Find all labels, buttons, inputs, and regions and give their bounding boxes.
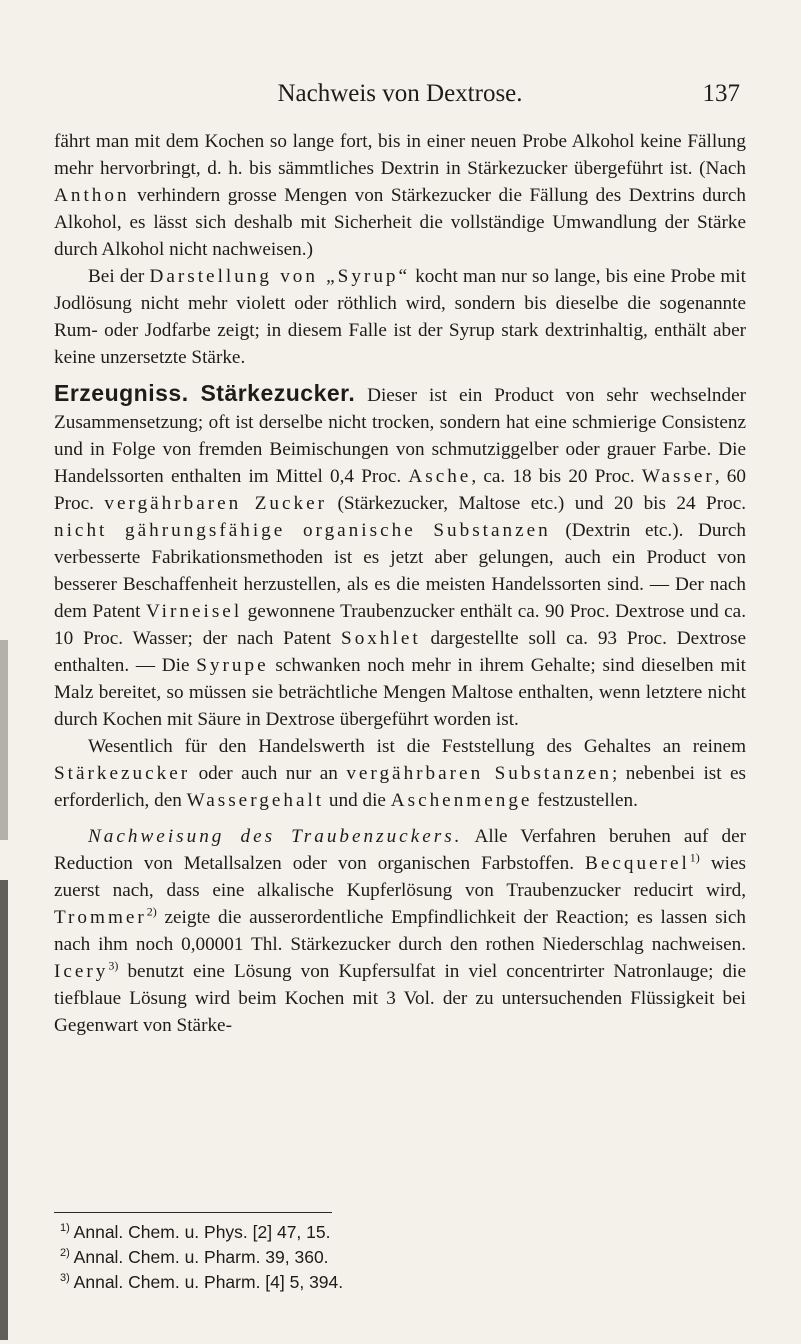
footnote-rule <box>54 1212 332 1213</box>
footnotes <box>60 1220 560 1295</box>
footnote: $^{1)}$ Annal. Chem. u. Phys. [2] 47, 15. <box>60 1222 331 1242</box>
footnote-ref: 3) <box>108 958 119 973</box>
paragraph: Bei der Darstellung von „Syrup“ kocht man nur so lange, bis eine Probe mit Jodlösung nicht mehr violett oder röthlich wird, sondern bis dieselbe die sogenannte Rum- oder Jodfarbe zeigt; in diesem Falle ist der Syrup stark dextrinhaltig, enthält aber keine unzersetzte Stärke. <box>54 266 746 368</box>
footnote-ref: 1) <box>689 850 700 865</box>
spaced-term: Darstellung von „Syrup“ <box>149 266 411 287</box>
page-edge-shadow <box>0 640 8 840</box>
spaced-name: Anthon <box>54 185 130 206</box>
running-title: Nachweis von Dextrose. <box>277 80 523 107</box>
running-header <box>60 80 740 120</box>
paragraph: Wesentlich für den Handelswerth ist die Feststellung des Gehaltes an reinem Stärkezucker oder auch nur an vergährbaren Substanzen; nebenbei ist es erforderlich, den Wassergehalt und die Aschenmenge festzustellen. <box>54 736 746 811</box>
section-heading: Nachweisung des Traubenzuckers. <box>88 826 463 847</box>
page-number: 137 <box>702 80 740 107</box>
page-edge-shadow <box>0 880 8 1340</box>
footnote-ref: 2) <box>146 904 157 919</box>
section-erzeugniss: Erzeugniss. Stärkezucker. Dieser ist ein Product von sehr wechselnder Zusammensetzung; oft ist derselbe nicht trocken, sondern hat eine schmierige Consistenz und in Folge von fremden Beimischungen von schmutziggelber oder grauer Farbe. Die Handelssorten enthalten im Mittel 0,4 Proc. Asche, ca. 18 bis 20 Proc. Wasser, 60 Proc. vergährbaren Zucker (Stärkezucker, Maltose etc.) und 20 bis 24 Proc. nicht gährungsfähige organische Substanzen (Dextrin etc.). Durch verbesserte Fabrikationsmethoden ist es jetzt aber gelungen, auch ein Product von besserer Beschaffenheit herzustellen, als es die meisten Handelssorten sind. — Der nach dem Patent Virneisel gewonnene Traubenzucker enthält ca. 90 Proc. Dextrose und ca. 10 Proc. Wasser; der nach Patent Soxhlet dargestellte soll ca. 93 Proc. Dextrose enthalten. — Die Syrupe schwanken noch mehr in ihrem Gehalte; sind dieselben mit Malz bereitet, so müssen sie beträchtliche Mengen Maltose enthalten, wenn letztere nicht durch Kochen mit Säure in Dextrose übergeführt worden ist. <box>54 380 747 730</box>
footnote: $^{2)}$ Annal. Chem. u. Pharm. 39, 360. <box>60 1247 329 1267</box>
paragraph: fährt man mit dem Kochen so lange fort, bis in einer neuen Probe Alkohol keine Fällung mehr hervorbringt, d. h. bis sämmtliches Dextrin in Stärkezucker übergeführt ist. (Nach Anthon verhindern grosse Mengen von Stärkezucker die Fällung des Dextrins durch Alkohol, es lässt sich deshalb mit Sicherheit die vollständige Umwandlung der Stärke durch Alkohol nicht nachweisen.) <box>54 131 746 260</box>
section-subheading: Stärkezucker. <box>200 380 356 406</box>
footnote: $^{3)}$ Annal. Chem. u. Pharm. [4] 5, 394. <box>60 1272 344 1292</box>
section-heading: Erzeugniss. <box>54 380 189 406</box>
body-text <box>54 128 746 1039</box>
section-nachweisung: Nachweisung des Traubenzuckers. Alle Verfahren beruhen auf der Reduction von Metallsalzen oder von organischen Farbstoffen. Becquerel$^{1)}$ wies zuerst nach, dass eine alkalische Kupferlösung von Traubenzucker reducirt wird, Trommer$^{2)}$ zeigte die ausserordentliche Empfindlichkeit der Reaction; es lassen sich nach ihm noch 0,00001 Thl. Stärkezucker durch den rothen Niederschlag nachweisen. Icery$^{3)}$ benutzt eine Lösung von Kupfersulfat in viel concentrirter Natronlauge; die tiefblaue Lösung wird beim Kochen mit 3 Vol. der zu untersuchenden Flüssigkeit bei Gegenwart von Stärke- <box>54 826 746 1036</box>
